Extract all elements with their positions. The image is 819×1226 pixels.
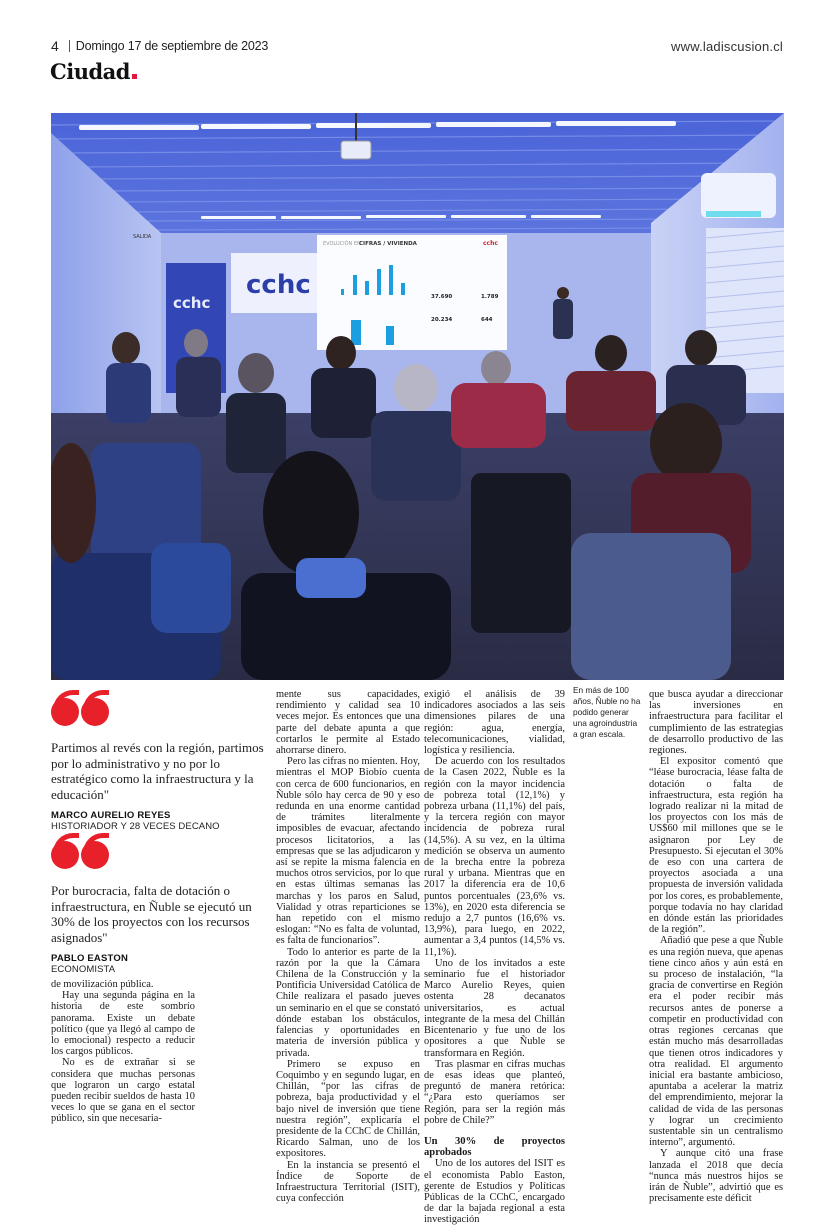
quote-marks-icon	[51, 690, 266, 726]
quote-marks-icon	[51, 833, 266, 869]
paragraph: Tras plasmar en cifras muchas de esas ideas que planteó, preguntó de manera retórica: “¿Para esto queríamos ser Región, para ser la región más pobre de Chile?”	[424, 1058, 565, 1126]
pull-quote	[51, 690, 266, 832]
quote-author-role: ECONOMISTA	[51, 964, 116, 975]
article-photo	[51, 113, 784, 680]
section-accent-dot	[132, 74, 137, 79]
exit-sign: SALIDA	[133, 234, 152, 240]
paragraph: de movilización pública.	[51, 979, 154, 990]
publication-date: Domingo 17 de septiembre de 2023	[75, 39, 269, 53]
section-label: Ciudad	[50, 59, 130, 84]
slide-stat: 644	[481, 317, 493, 323]
paragraph: Uno de los invitados a este seminario fue el historiador Marco Aurelio Reyes, quien ostenta 28 decanatos universitarios, es actual integrante de la mesa del Chillán Bicentenario y fue uno de los opositores a que Ñuble se transformara en Región.	[424, 957, 565, 1059]
paragraph: exigió el análisis de 39 indicadores asociados a las seis dimensiones pilares de una región: agua, energía, telecomunicaciones, vialidad, logística y resiliencia.	[424, 689, 565, 757]
pull-quote	[51, 833, 266, 975]
page-number: 4	[51, 38, 59, 54]
article-column-2	[276, 689, 420, 1204]
paragraph: mente sus capacidades, rendimiento y calidad sea 10 veces mejor. Es entonces que una parte del debate apunta a que cortarlos le permite al Estado ahorrarse dinero.	[276, 689, 420, 757]
slide-title-prefix: EVOLUCIÓN EN	[323, 241, 361, 247]
quote-text: Partimos al revés con la región, partimos por lo administrativo y no por lo estratégico como la infraestructura y la educación"	[51, 740, 264, 802]
quote-author: PABLO EASTON	[51, 953, 128, 964]
projected-slide	[317, 235, 507, 350]
quote-text: Por burocracia, falta de dotación o infraestructura, en Ñuble se ejecutó un 30% de los proyectos con los recursos asignados"	[51, 883, 252, 945]
paragraph: De acuerdo con los resultados de la Casen 2022, Ñuble es la región con la mayor incidencia de pobreza total (12,1%) y pobreza urbana (11,1%) del país, y la tercera región con mayor incidencia de pobreza rural (14,5%). A su vez, en la última medición se observa un aumento de la brecha entre la pobreza rural y urbana. Mientras que en 2017 la diferencia era de 10,6 puntos porcentuales (23,6% vs. 13%), en 2020 esta diferencia se redujo a 2,7 puntos (16,6% vs. 13,9%), para luego, en 2022, aumentar a 3,4 puntos (14,5% vs. 11,1%).	[424, 756, 565, 958]
paragraph: Y aunque citó una frase lanzada el 2018 que decía “nunca más nuestros hijos se irán de Ñuble”, advirtió que es precisamente este déficit	[649, 1148, 783, 1205]
paragraph: En la instancia se presentó el Índice de Soporte de Infraestructura Territorial (ISIT), cuya confección	[276, 1159, 420, 1205]
slide-stat: 1.789	[481, 294, 499, 300]
slide-logo: cchc	[483, 240, 498, 247]
projector	[341, 141, 371, 159]
sidebar-note: En más de 100 años, Ñuble no ha podido generar una agroindustria a gran escala.	[573, 685, 641, 739]
paragraph: Hay una segunda página en la historia de este sombrío panorama. Existe un debate político (que ya llegó al campo de lo emocional) respecto a reducir los cargos públicos.	[51, 990, 195, 1058]
paragraph: que busca ayudar a direccionar las inversiones en infraestructura para facilitar el cumplimiento de las estrategias de desarrollo productivo de las regiones.	[649, 689, 783, 757]
slide-title: CIFRAS / VIVIENDA	[359, 241, 417, 247]
website-link[interactable]: www.ladiscusion.cl	[671, 39, 783, 54]
paragraph: Uno de los autores del ISIT es el economista Pablo Easton, gerente de Estudios y Políticas Públicas de la CChC, encargado de dar la bajada regional a esta investigación	[424, 1158, 565, 1226]
quote-author: MARCO AURELIO REYES	[51, 810, 171, 821]
slide-stat: 20.234	[431, 317, 453, 323]
article-column-3	[424, 689, 565, 1226]
paragraph: Todo lo anterior es parte de la razón por la que la Cámara Chilena de la Construcción y la Pontificia Universidad Católica de Chile realizara el pasado jueves un seminario en el que se constató dónde estaban los obstáculos, falencias y oportunidades en materia de inversión pública y privada.	[276, 946, 420, 1059]
slide-stat: 37.690	[431, 294, 453, 300]
paragraph: Pero las cifras no mienten. Hoy, mientras el MOP Biobío cuenta con cerca de 600 funcionarios, en Ñuble sólo hay cerca de 90 y eso redunda en una enorme cantidad de trámites literalmente imposibles de evacuar, afectando procesos licitatorios, a las empresas que se las adjudicaron y así se repite la misma falencia en muchos otros servicios, por lo que en estas últimas semanas las marchas y los paros en Salud, Vialidad y otras reparticiones se han repetido con el mismo eslogan: “No es falta de voluntad, es falta de funcionarios”.	[276, 756, 420, 947]
quote-author-role: HISTORIADOR Y 28 VECES DECANO	[51, 821, 220, 832]
section-title	[50, 59, 137, 84]
wall-logo: cchc	[246, 270, 311, 300]
paragraph: Primero se expuso en Coquimbo y en segundo lugar, en Chillán, “por las cifras de pobreza, baja productividad y el bajo nivel de inversión que tiene nuestra región”, explicaría el presidente de la CChC de Chillán, Ricardo Salman, uno de los expositores.	[276, 1058, 420, 1160]
rollup-logo: cchc	[173, 294, 211, 312]
article-column-4	[649, 689, 783, 1204]
paragraph: El expositor comentó que “léase burocracia, léase falta de dotación o falta de infraestructura, esta región ha logrado realizar ni la mitad de los proyectos con los más de US$60 mil millones que se le asignaron por Ley de Presupuesto. Si ejecutan el 30% de eso con una cartera de proyectos asociada a una propuesta de inversión validada por los cores, es probablemente, porque todavía no hay claridad en dónde están las prioridades de la región”.	[649, 756, 783, 936]
seminar-photo-illustration	[51, 113, 784, 680]
page-header	[51, 38, 268, 54]
paragraph: Añadió que pese a que Ñuble es una región nueva, que apenas tiene cinco años y aún está en su proceso de instalación, “la gracia de convertirse en Región era el poder recibir más recursos antes de ponerse a competir en productividad con otras regiones cercanas que están mucho más desarrolladas que tienen otros indicadores y otra realidad. El argumento inicial era bastante ambicioso, apuntaba a acelerar la matriz del emprendimiento, mejorar la calidad de vida de las personas y lograr un crecimiento sustentable sin un centralismo interno”, argumentó.	[649, 935, 783, 1149]
subheading: Un 30% de proyectos aprobados	[424, 1135, 565, 1159]
paragraph: No es de extrañar si se considera que muchas personas que lograron un cargo estatal pueden recibir sueldos de hasta 10 veces lo que se gana en el sector público, sin que necesaria-	[51, 1057, 195, 1125]
article-column-1	[51, 979, 195, 1125]
header-divider	[69, 40, 70, 52]
